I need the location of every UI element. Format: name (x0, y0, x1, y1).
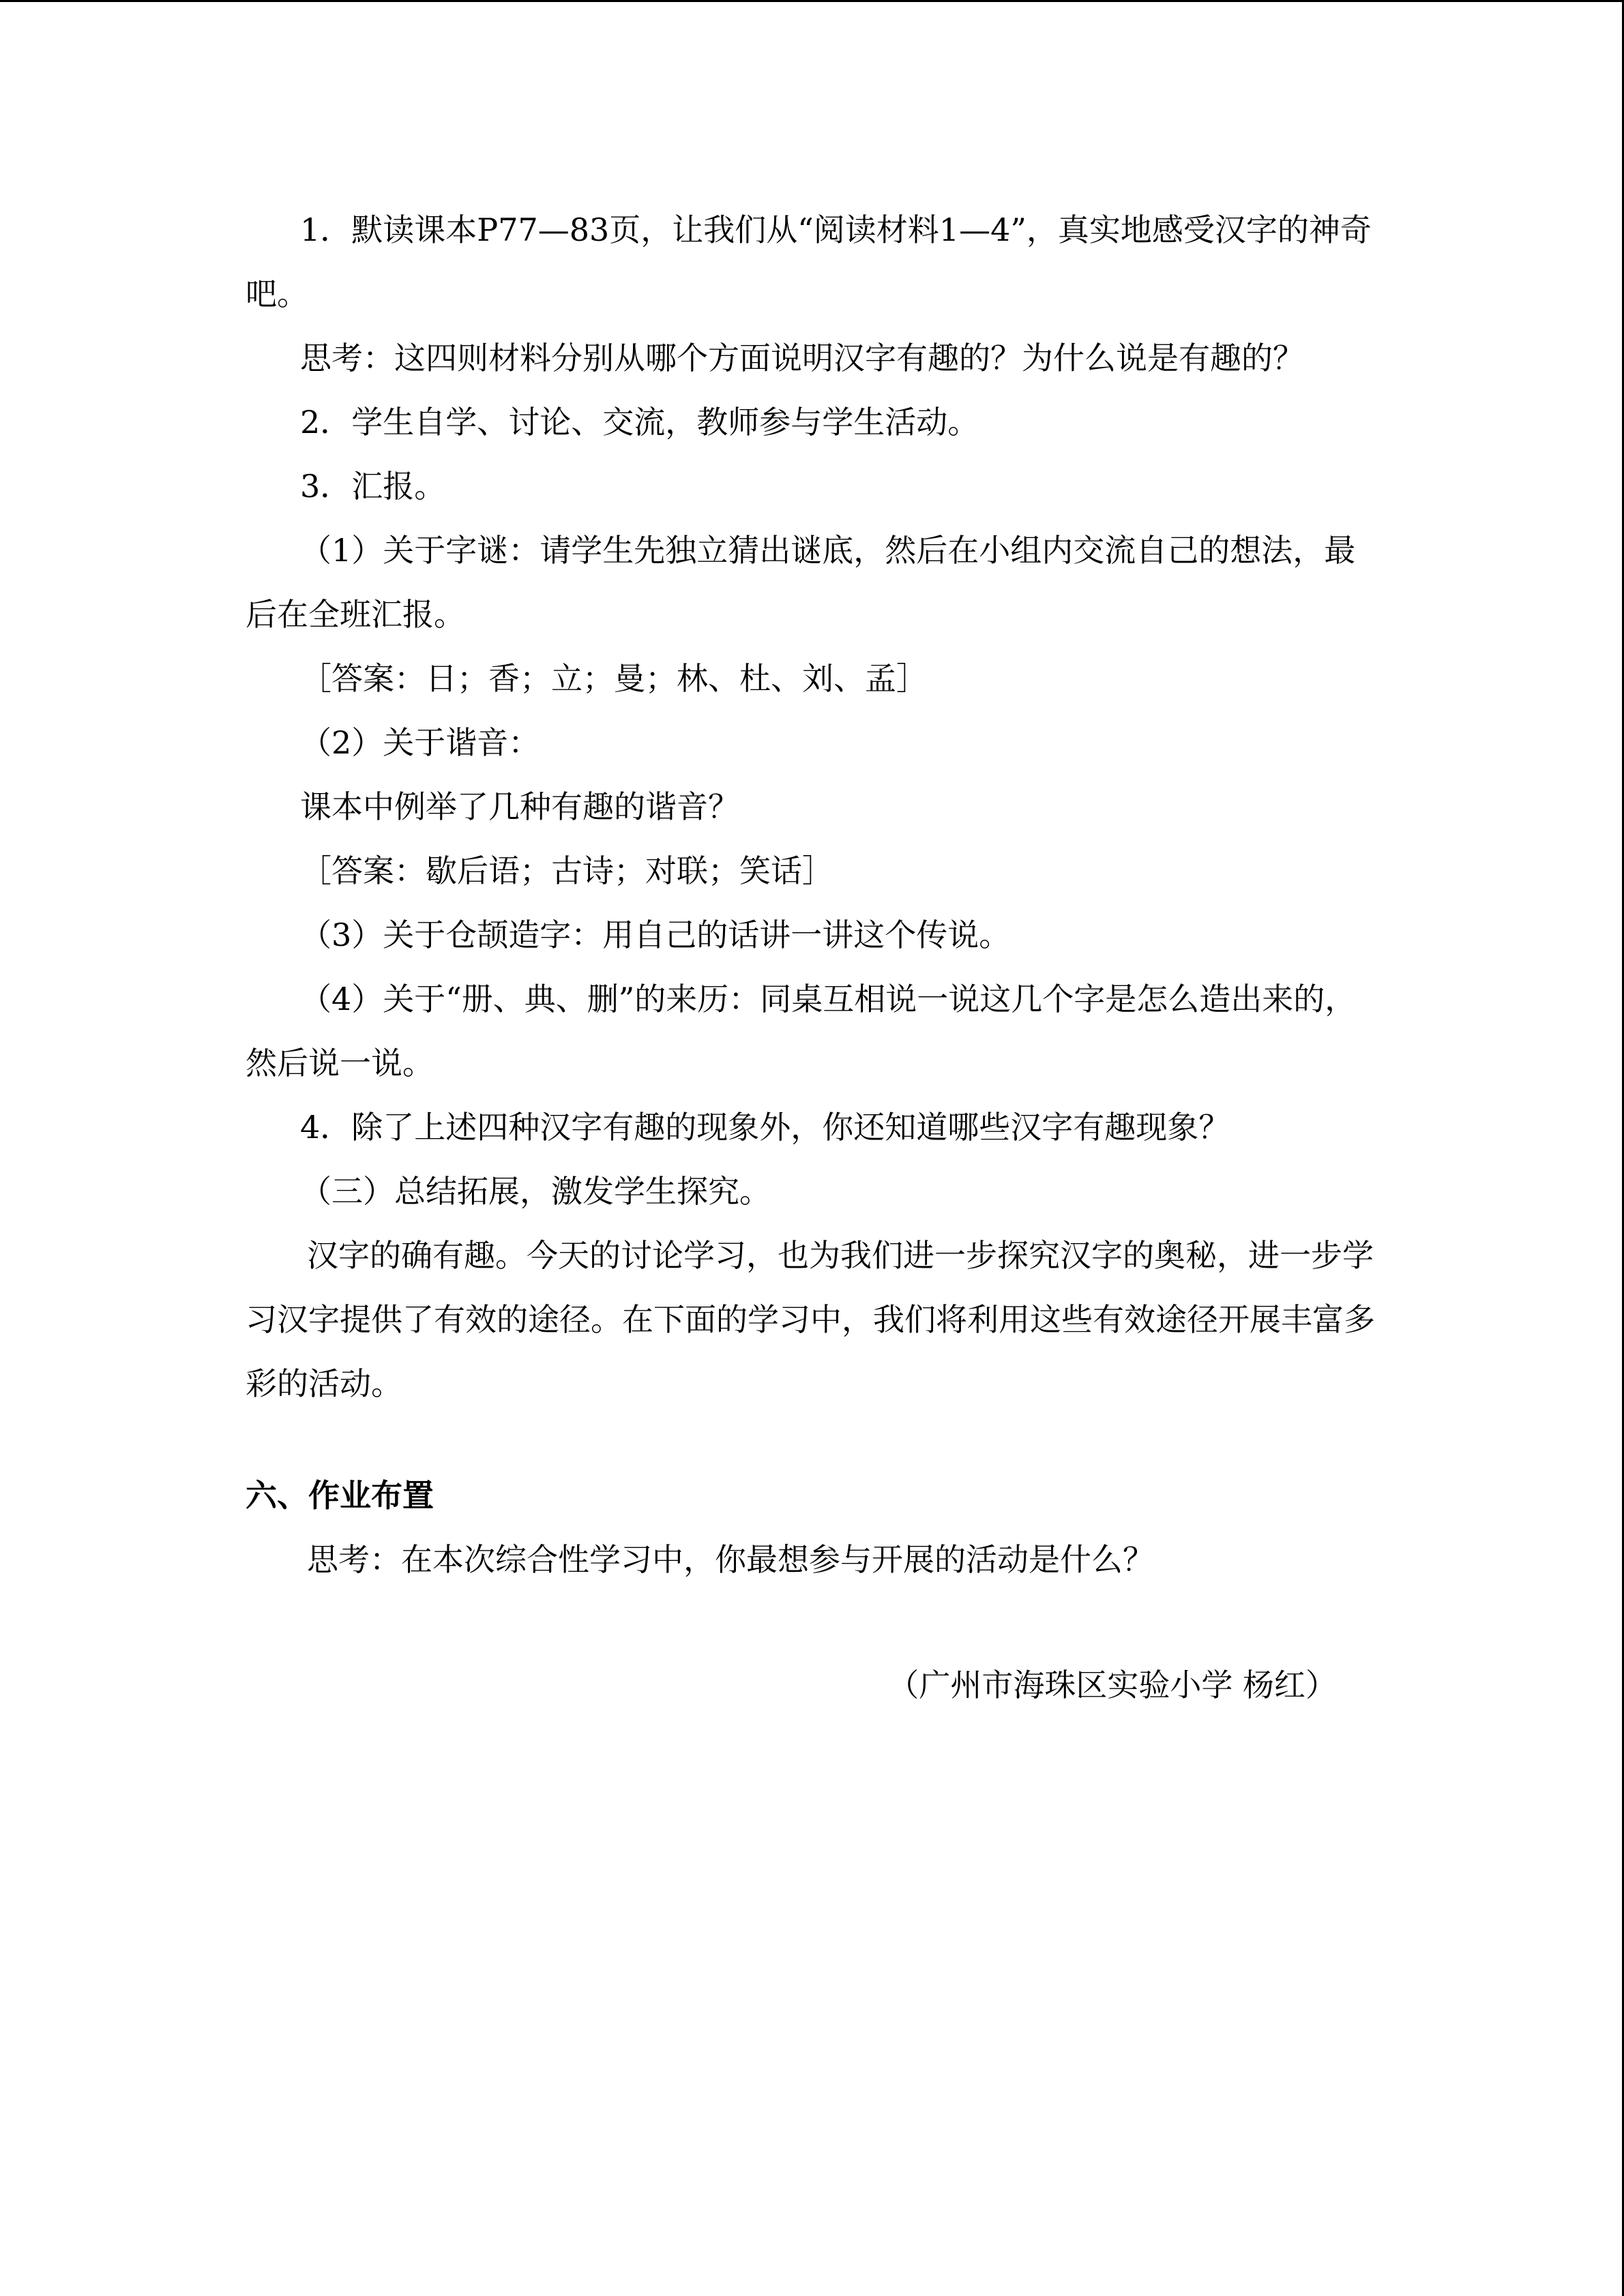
page-border-top (0, 0, 1624, 2)
paragraph-think-question: 思考：这四则材料分别从哪个方面说明汉字有趣的？为什么说是有趣的？ (300, 340, 1304, 376)
paragraph-summary: 汉字的确有趣。今天的讨论学习，也为我们进一步探究汉字的奥秘，进一步学习汉字提供了有效的途径。在下面的学习中，我们将利用这些有效途径开展丰富多彩的活动。 (246, 1237, 1375, 1402)
paragraph-homophone: （2）关于谐音： (300, 724, 540, 761)
paragraph-summary-heading: （三）总结拓展，激发学生探究。 (300, 1173, 771, 1210)
paragraph-reading-task: 1．默读课本P77—83页，让我们从“阅读材料1—4”，真实地感受汉字的神奇吧。 (246, 211, 1372, 312)
paragraph-riddle: （1）关于字谜：请学生先独立猜出谜底，然后在小组内交流自己的想法，最后在全班汇报。 (246, 532, 1356, 633)
section-gap (246, 1416, 1378, 1463)
author-signature: （广州市海珠区实验小学 杨红） (887, 1667, 1337, 1703)
signature-gap (246, 1592, 1378, 1653)
paragraph-cangjie: （3）关于仓颉造字：用自己的话讲一讲这个传说。 (300, 916, 1011, 953)
paragraph-homework: 思考：在本次综合性学习中，你最想参与开展的活动是什么？ (307, 1541, 1154, 1578)
paragraph-riddle-answer: ［答案：日；香；立；曼；林、杜、刘、孟］ (300, 660, 928, 697)
paragraph-homophone-question: 课本中例举了几种有趣的谐音？ (300, 788, 739, 825)
document-body (246, 198, 1378, 1717)
section-heading-homework: 六、作业布置 (246, 1477, 434, 1514)
paragraph-other-phenomena: 4．除了上述四种汉字有趣的现象外，你还知道哪些汉字有趣现象？ (300, 1109, 1230, 1146)
paragraph-homophone-answer: ［答案：歇后语；古诗；对联；笑话］ (300, 852, 833, 889)
paragraph-self-study: 2．学生自学、讨论、交流，教师参与学生活动。 (300, 404, 979, 441)
paragraph-character-origin: （4）关于“册、典、删”的来历：同桌互相说一说这几个字是怎么造出来的，然后说一说。 (246, 981, 1357, 1082)
paragraph-report: 3．汇报。 (300, 468, 446, 505)
